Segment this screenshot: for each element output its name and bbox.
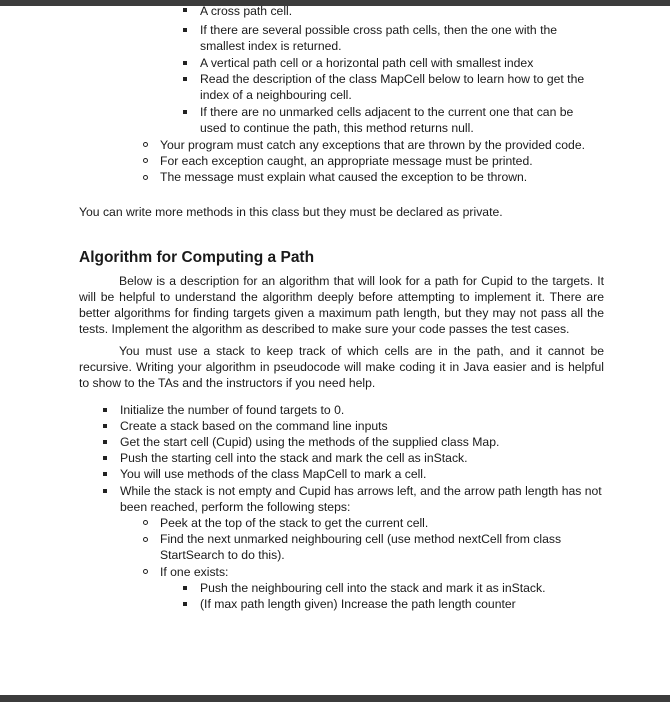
square-bullet-icon — [183, 602, 187, 606]
section-heading: Algorithm for Computing a Path — [79, 249, 315, 266]
list-item-text: Initialize the number of found targets to 0. — [120, 403, 345, 417]
list-item-text: If there are no unmarked cells adjacent to the current one that can be used to continue the path, this method returns null. — [200, 105, 574, 135]
list-item-text: Create a stack based on the command line inputs — [120, 419, 388, 433]
list-item-text: Read the description of the class MapCell below to learn how to get the index of a neighbouring cell. — [200, 72, 585, 102]
list-item-text: Push the starting cell into the stack and mark the cell as inStack. — [120, 451, 468, 465]
circle-bullet-icon — [143, 158, 148, 163]
list-item-text: A cross path cell. — [200, 4, 293, 18]
paragraph-intro — [79, 273, 604, 337]
list-item-text: The message must explain what caused the exception to be thrown. — [160, 170, 528, 184]
list-item-text: Peek at the top of the stack to get the current cell. — [160, 516, 429, 530]
square-bullet-icon — [183, 77, 187, 81]
list-item-text: You will use methods of the class MapCell to mark a cell. — [120, 467, 427, 481]
square-bullet-icon — [103, 489, 107, 493]
bottom-scrollbar-edge — [0, 695, 670, 702]
list-item-text: A vertical path cell or a horizontal path cell with smallest index — [200, 56, 534, 70]
circle-bullet-icon — [143, 142, 148, 147]
list-item-text: Push the neighbouring cell into the stack and mark it as inStack. — [200, 581, 546, 595]
list-item-text: If one exists: — [160, 565, 229, 579]
square-bullet-icon — [183, 586, 187, 590]
paragraph-text: You must use a stack to keep track of which cells are in the path, and it cannot be recursive. Writing your algorithm in pseudocode will make coding it in Java easier and is helpful to show to the TAs and the instructors if you need help. — [79, 344, 604, 390]
circle-bullet-icon — [143, 569, 148, 574]
square-bullet-icon — [183, 8, 187, 12]
square-bullet-icon — [103, 472, 107, 476]
circle-bullet-icon — [143, 537, 148, 542]
circle-bullet-icon — [143, 175, 148, 180]
list-item-text: Get the start cell (Cupid) using the methods of the supplied class Map. — [120, 435, 500, 449]
square-bullet-icon — [103, 440, 107, 444]
square-bullet-icon — [183, 110, 187, 114]
square-bullet-icon — [103, 456, 107, 460]
list-item-text: (If max path length given) Increase the path length counter — [200, 597, 516, 611]
list-item-text: If there are several possible cross path cells, then the one with the smallest index is returned. — [200, 23, 558, 53]
paragraph-text: Below is a description for an algorithm that will look for a path for Cupid to the targets. It will be helpful to understand the algorithm deeply before attempting to implement it. There are better algorithms for finding targets given a maximum path length, but they may not pass all the tests. Implement the algorithm as described to make sure your code passes the test cases. — [79, 274, 604, 336]
list-item-text: Find the next unmarked neighbouring cell (use method nextCell from class StartSearch to do this). — [160, 532, 562, 562]
circle-bullet-icon — [143, 520, 148, 525]
square-bullet-icon — [183, 28, 187, 32]
list-item-text: Your program must catch any exceptions that are thrown by the provided code. — [160, 138, 585, 152]
top-scrollbar-edge — [0, 0, 670, 6]
paragraph-stack — [79, 343, 604, 391]
square-bullet-icon — [103, 408, 107, 412]
list-item-text: For each exception caught, an appropriate message must be printed. — [160, 154, 533, 168]
private-methods-note: You can write more methods in this class but they must be declared as private. — [79, 205, 503, 219]
list-item-text: While the stack is not empty and Cupid has arrows left, and the arrow path length has not been reached, perform the following steps: — [120, 484, 602, 514]
square-bullet-icon — [183, 61, 187, 65]
square-bullet-icon — [103, 424, 107, 428]
